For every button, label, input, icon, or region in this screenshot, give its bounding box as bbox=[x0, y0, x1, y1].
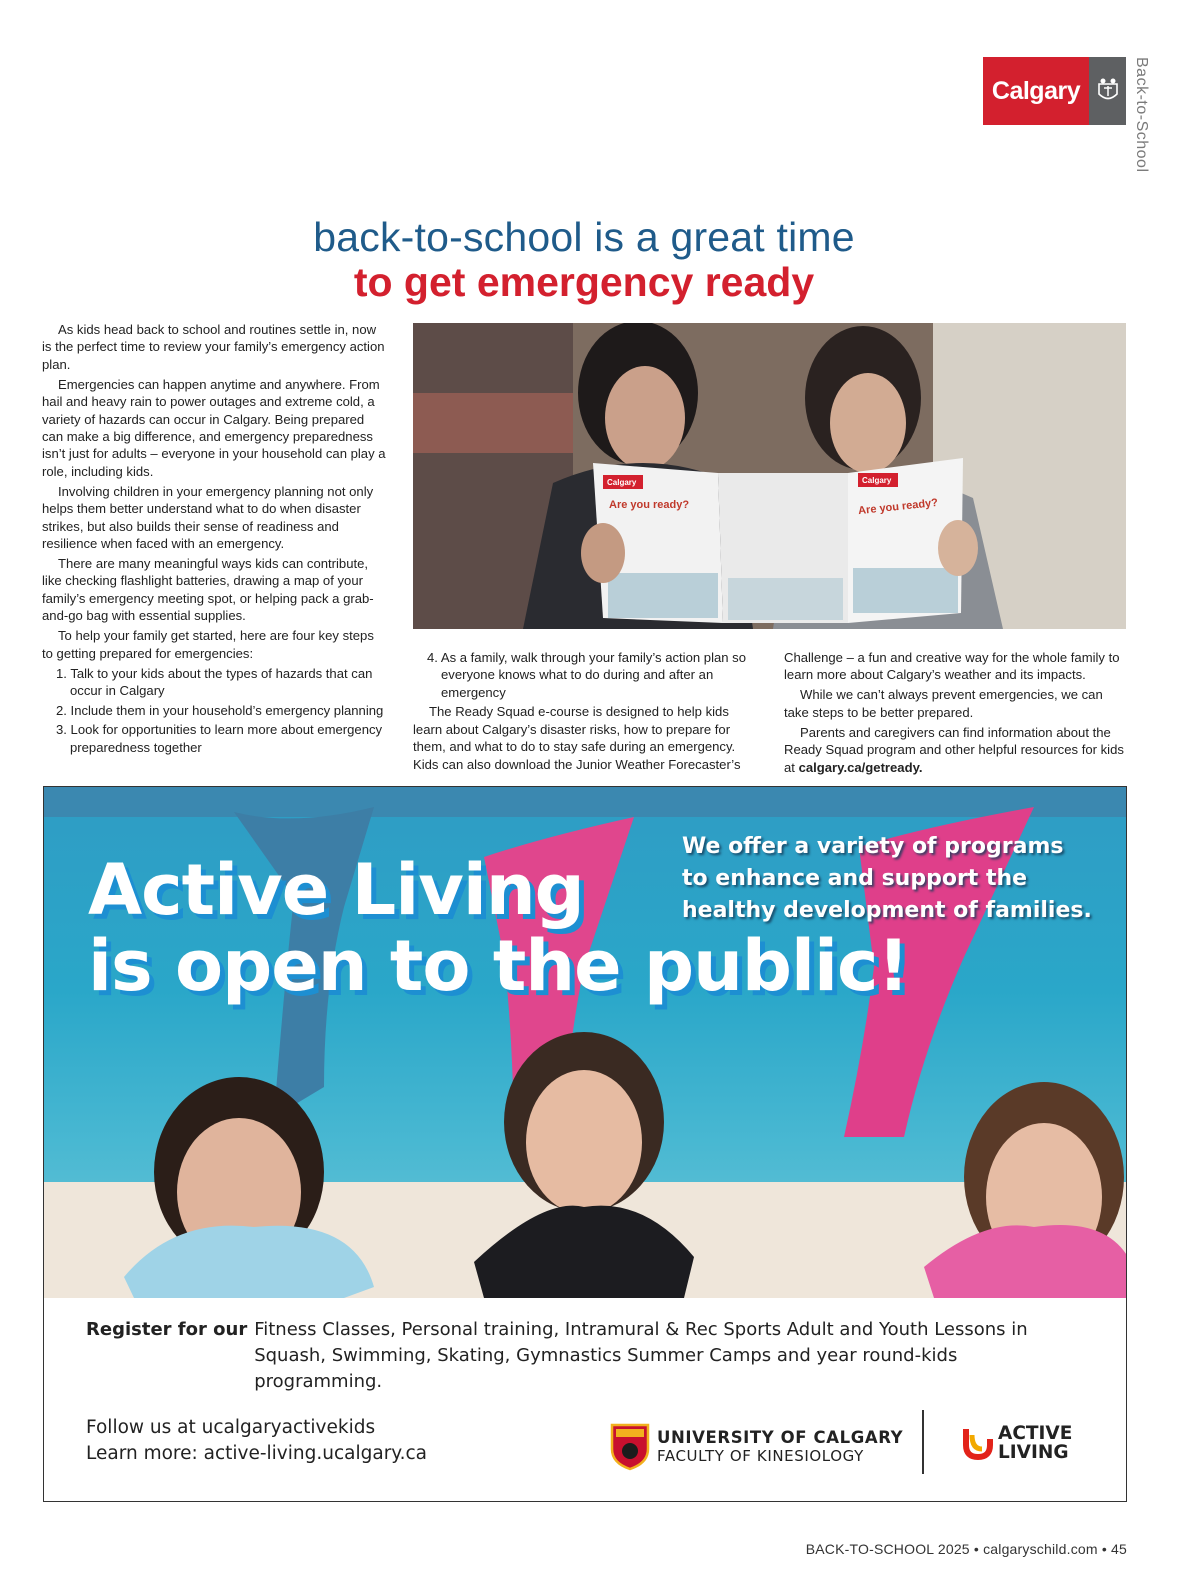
coat-of-arms-icon bbox=[1089, 57, 1126, 125]
article-column-2 bbox=[413, 649, 753, 776]
article-column-1 bbox=[42, 321, 386, 758]
getready-link[interactable]: calgary.ca/getready. bbox=[798, 759, 923, 775]
paragraph: Involving children in your emergency planning not only helps them better understand what to do when disaster strikes, but also builds their sense of readiness and resilience when faced with an emergency. bbox=[42, 483, 374, 552]
headline-line-2: to get emergency ready bbox=[353, 259, 815, 305]
section-tab: Back-to-School bbox=[1133, 57, 1150, 173]
active-living-word-2: LIVING bbox=[998, 1442, 1069, 1463]
faculty-name: FACULTY OF KINESIOLOGY bbox=[657, 1446, 864, 1465]
booklet-logo: Calgary bbox=[607, 478, 637, 487]
booklet-title-back: Are you ready? bbox=[857, 496, 939, 518]
active-living-word-1: ACTIVE bbox=[998, 1423, 1073, 1444]
steps-list bbox=[42, 665, 386, 756]
logo-divider bbox=[922, 1410, 924, 1474]
paragraph: As kids head back to school and routines settle in, now is the perfect time to review your family’s emergency action plan. bbox=[42, 322, 385, 372]
list-item: 1. Talk to your kids about the types of hazards that can occur in Calgary bbox=[56, 665, 373, 699]
paragraph: Challenge – a fun and creative way for the whole family to learn more about Calgary’s weather and its impacts. bbox=[784, 650, 1120, 683]
ucalgary-crest-icon bbox=[610, 1421, 650, 1471]
register-lead: Register for our bbox=[86, 1319, 248, 1340]
ad-title-line-1: Active Living bbox=[88, 849, 584, 931]
paragraph: The Ready Squad e-course is designed to help kids learn about Calgary’s disaster risks, how to prepare for them, and what to do to stay safe during an emergency. Kids can also download the Junior Weather Forecaster’s bbox=[413, 704, 741, 772]
booklet-title: Are you ready? bbox=[609, 499, 690, 511]
follow-handle[interactable]: Follow us at ucalgaryactivekids bbox=[86, 1417, 376, 1438]
list-item: 4. As a family, walk through your family’s action plan so everyone knows what to do during and after an emergency bbox=[427, 650, 747, 700]
calgary-logo bbox=[983, 57, 1126, 125]
ad-tagline-line-1: We offer a variety of programs bbox=[682, 834, 1064, 859]
article-column-3 bbox=[784, 649, 1128, 779]
active-living-logo bbox=[962, 1424, 1072, 1462]
active-living-ad bbox=[43, 786, 1127, 1502]
list-item: 3. Look for opportunities to learn more about emergency preparedness together bbox=[56, 722, 383, 755]
ad-tagline bbox=[682, 831, 1122, 927]
paragraph: While we can’t always prevent emergencies, we can take steps to be better prepared. bbox=[784, 687, 1103, 720]
family-reading-photo bbox=[413, 323, 1126, 629]
ucalgary-logo bbox=[610, 1421, 903, 1471]
ad-tagline-line-3: healthy development of families. bbox=[682, 898, 1092, 923]
ad-title-line-2: is open to the public! bbox=[88, 925, 909, 1007]
paragraph bbox=[784, 724, 1128, 776]
headline-line-1: back-to-school is a great time bbox=[313, 214, 855, 260]
learn-more-link[interactable]: Learn more: active-living.ucalgary.ca bbox=[86, 1443, 428, 1464]
paragraph: To help your family get started, here are four key steps to getting prepared for emergencies: bbox=[42, 628, 374, 661]
paragraph: Emergencies can happen anytime and anywhere. From hail and heavy rain to power outages and extreme cold, a variety of hazards can occur in Calgary. Being prepared can make a big difference, and emergency preparedness isn’t just for adults – everyone in your household can play a role, including kids. bbox=[42, 376, 386, 479]
paragraph-text: Parents and caregivers can find information about the Ready Squad program and other helpful resources for kids at bbox=[784, 724, 1124, 775]
mermaid-kids-photo bbox=[44, 787, 1127, 1298]
active-living-mark-icon bbox=[962, 1425, 994, 1461]
ad-tagline-line-2: to enhance and support the bbox=[682, 866, 1028, 891]
ad-contact bbox=[86, 1415, 427, 1467]
register-programs: Fitness Classes, Personal training, Intramural & Rec Sports Adult and Youth Lessons in Squash, Swimming, Skating, Gymnastics Summer Camps and year round-kids programming. bbox=[254, 1319, 1028, 1392]
booklet-logo-back: Calgary bbox=[862, 476, 892, 485]
page-footer: BACK-TO-SCHOOL 2025 • calgaryschild.com • 45 bbox=[805, 1541, 1127, 1557]
paragraph: There are many meaningful ways kids can contribute, like checking flashlight batteries, drawing a map of your family’s emergency meeting spot, or helping pack a grab-and-go bag with essential supplies. bbox=[42, 556, 374, 624]
steps-list-continued bbox=[413, 649, 753, 701]
calgary-logo-wordmark: Calgary bbox=[983, 57, 1089, 125]
ad-register bbox=[86, 1317, 1086, 1395]
ucalgary-name: UNIVERSITY OF CALGARY bbox=[657, 1427, 904, 1447]
list-item: 2. Include them in your household’s emergency planning bbox=[56, 702, 384, 718]
